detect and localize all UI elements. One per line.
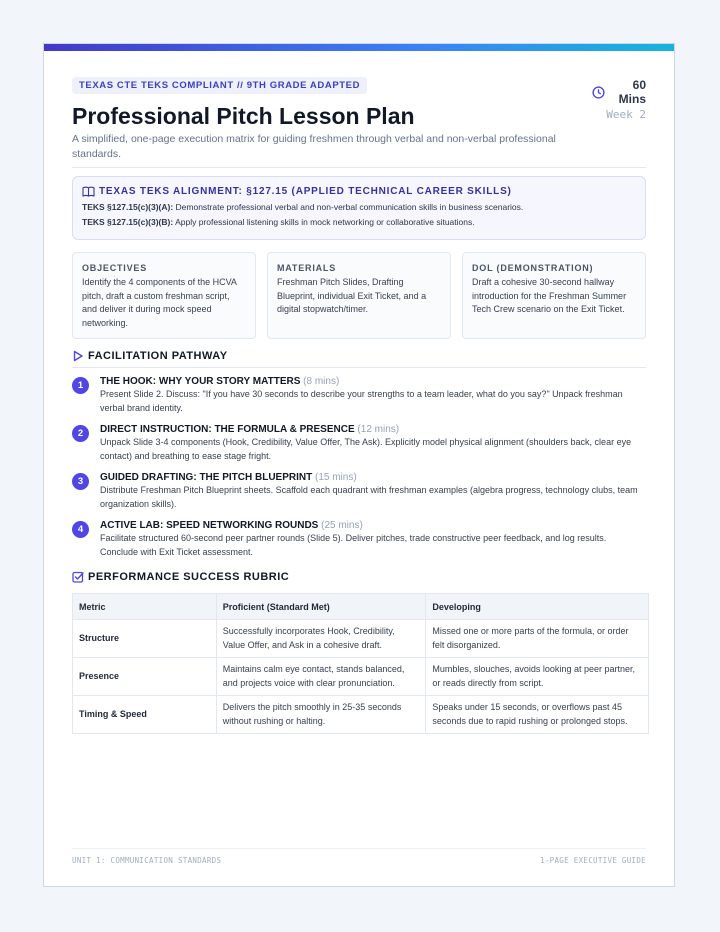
duration-unit: Mins: [618, 92, 646, 106]
teks-standard-a: [82, 202, 636, 212]
lesson-plan-page: [43, 43, 675, 887]
proficient-cell: Delivers the pitch smoothly in 25-35 seconds without rushing or halting.: [216, 696, 426, 734]
step-heading: [100, 424, 646, 435]
table-header-row: [73, 594, 649, 620]
card-title: OBJECTIVES: [82, 263, 148, 273]
step-title: ACTIVE LAB: SPEED NETWORKING ROUNDS: [100, 520, 319, 531]
proficient-cell: Successfully incorporates Hook, Credibility, Value Offer, and Ask in a cohesive draft.: [216, 620, 426, 658]
materials-card: [267, 252, 451, 339]
column-header: Developing: [426, 594, 649, 620]
page-subtitle: A simplified, one-page execution matrix for guiding freshmen through verbal and non-verbal professional standards.: [72, 133, 556, 160]
pathway-step: [72, 376, 646, 415]
performance-rubric-table: [72, 593, 649, 734]
duration-number: 60: [632, 78, 646, 92]
teks-title: TEXAS TEKS ALIGNMENT: §127.15 (APPLIED TECHNICAL CAREER SKILLS): [99, 186, 512, 197]
step-title: THE HOOK: WHY YOUR STORY MATTERS: [100, 376, 301, 387]
table-row: [73, 620, 649, 658]
developing-cell: Missed one or more parts of the formula, or order felt disorganized.: [426, 620, 649, 658]
column-header: Metric: [73, 594, 217, 620]
step-body: Facilitate structured 60-second peer partner rounds (Slide 5). Deliver pitches, trade constructive peer feedback, and log results. Conclude with Exit Ticket assessment.: [100, 533, 607, 557]
metric-cell: Structure: [73, 620, 217, 658]
teks-text: Demonstrate professional verbal and non-verbal communication skills in business scenarios.: [173, 202, 524, 212]
table-row: [73, 696, 649, 734]
card-body: Draft a cohesive 30-second hallway introduction for the Freshman Summer Tech Crew scenario on the Exit Ticket.: [472, 277, 627, 314]
step-duration: (25 mins): [321, 520, 363, 531]
dol-card: [462, 252, 646, 339]
rubric-heading: [72, 571, 289, 583]
step-duration: (8 mins): [303, 376, 340, 387]
teks-heading: [82, 186, 636, 197]
week-label: Week 2: [606, 108, 646, 121]
table-row: [73, 658, 649, 696]
compliance-badge: TEXAS CTE TEKS COMPLIANT // 9TH GRADE ADAPTED: [72, 77, 367, 94]
play-icon: [72, 350, 84, 362]
facilitation-pathway-heading: [72, 350, 228, 362]
duration: [619, 78, 646, 106]
teks-code: TEKS §127.15(c)(3)(B):: [82, 217, 174, 227]
step-body: Distribute Freshman Pitch Blueprint sheets. Scaffold each quadrant with freshman examples (algebra progress, technology clubs, team organization skills).: [100, 485, 638, 509]
step-duration: (12 mins): [357, 424, 400, 435]
developing-cell: Speaks under 15 seconds, or overflows past 45 seconds due to rapid rushing or prolonged stops.: [426, 696, 649, 734]
proficient-cell: Maintains calm eye contact, stands balanced, and projects voice with clear pronunciation.: [216, 658, 426, 696]
teks-code: TEKS §127.15(c)(3)(A):: [82, 202, 174, 212]
section-divider: [72, 367, 646, 368]
section-title: FACILITATION PATHWAY: [88, 350, 228, 362]
step-title: GUIDED DRAFTING: THE PITCH BLUEPRINT: [100, 472, 313, 483]
step-heading: [100, 376, 646, 387]
pathway-step: [72, 424, 646, 463]
step-number: 1: [72, 377, 89, 394]
teks-text: Apply professional listening skills in mock networking or collaborative situations.: [173, 217, 475, 227]
overview-cards: [72, 252, 646, 339]
teks-alignment-box: [72, 176, 646, 240]
footer-divider: [72, 848, 646, 849]
footer-guide-label: 1-PAGE EXECUTIVE GUIDE: [540, 856, 646, 865]
step-title: DIRECT INSTRUCTION: THE FORMULA & PRESENCE: [100, 424, 355, 435]
step-number: 2: [72, 425, 89, 442]
card-body: Freshman Pitch Slides, Drafting Blueprint, individual Exit Ticket, and a digital stopwatch/timer.: [277, 277, 427, 314]
header-divider: [72, 167, 646, 168]
pathway-step: [72, 472, 646, 511]
teks-standard-b: [82, 217, 636, 227]
card-title: MATERIALS: [277, 263, 337, 273]
step-body: Unpack Slide 3-4 components (Hook, Credibility, Value Offer, The Ask). Explicitly model physical alignment (shoulders back, clear eye contact) and breathing to ease stage fright.: [100, 437, 632, 461]
pathway-step: [72, 520, 646, 559]
card-title: DOL (DEMONSTRATION): [472, 263, 594, 273]
clock-icon: [592, 86, 605, 99]
gradient-top-bar: [44, 44, 674, 51]
page-title: Professional Pitch Lesson Plan: [72, 103, 415, 129]
step-heading: [100, 520, 646, 531]
checkbox-icon: [72, 571, 84, 583]
step-heading: [100, 472, 646, 483]
step-body: Present Slide 2. Discuss: "If you have 30 seconds to describe your strengths to a team leader, what do you say?" Unpack freshman verbal brand identity.: [100, 389, 623, 413]
step-duration: (15 mins): [315, 472, 357, 483]
open-book-icon: [82, 186, 95, 197]
developing-cell: Mumbles, slouches, avoids looking at peer partner, or reads directly from script.: [426, 658, 649, 696]
card-body: Identify the 4 components of the HCVA pitch, draft a custom freshman script, and deliver it during mock speed networking.: [82, 277, 237, 328]
column-header: Proficient (Standard Met): [216, 594, 426, 620]
metric-cell: Timing & Speed: [73, 696, 217, 734]
step-number: 3: [72, 473, 89, 490]
objectives-card: [72, 252, 256, 339]
metric-cell: Presence: [73, 658, 217, 696]
section-title: PERFORMANCE SUCCESS RUBRIC: [88, 571, 290, 583]
footer-unit: UNIT 1: COMMUNICATION STANDARDS: [72, 856, 222, 865]
step-number: 4: [72, 521, 89, 538]
